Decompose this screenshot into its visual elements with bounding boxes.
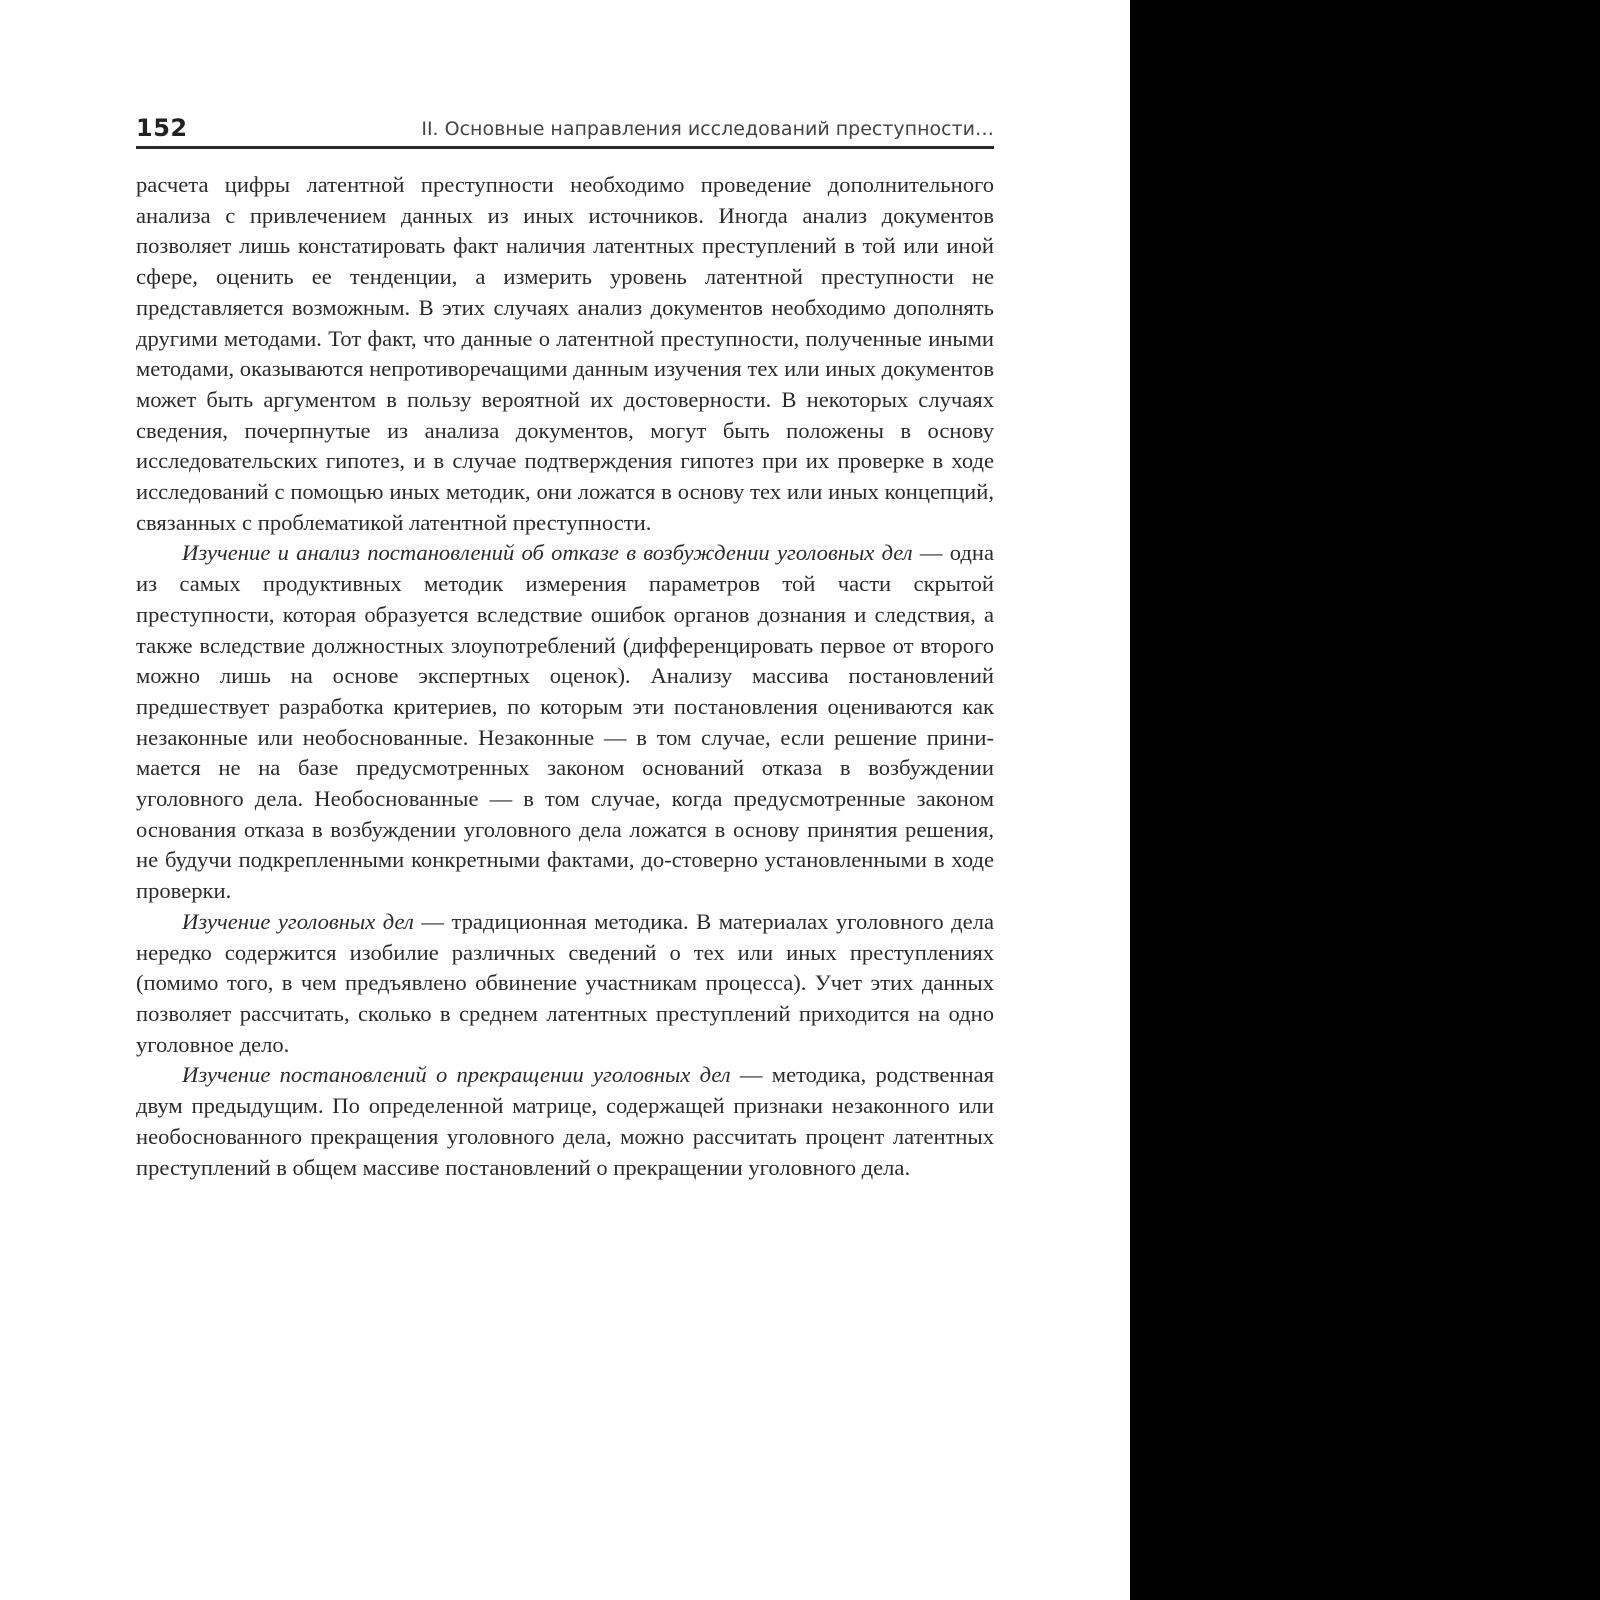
paragraph-text: — одна из самых продуктивных методик измерения параметров той части скрытой преступности, которая образуется вследствие ошибок органов дознания и следствия, а также вследствие должностных злоупотреблений (дифференцировать первое от второго можно лишь на основе экспертных оценок). Анализу массива постановлений предшествует разработка критериев, по которым эти постановления оцениваются как незаконные или необоснованные. Незаконные — в том случае, если решение принимается не на базе предусмотренных законом оснований отказа в возбуждении уголовного дела. Необоснованные — в том случае, когда предусмотренные законом основания отказа в возбуждении уголовного дела ложатся в основу принятия решения, не будучи подкрепленными конкретными фактами, до-стоверно установленными в ходе проверки. [136, 540, 994, 904]
page-number: 152 [136, 114, 188, 142]
paragraph-4 [136, 1060, 994, 1183]
paragraph-3 [136, 907, 994, 1061]
paragraph-text: — традиционная методика. В материалах уголовного дела нередко содержится изобилие различных сведений о тех или иных преступлениях (помимо того, в чем предъявлено обвинение участникам процесса). Учет этих данных позволяет рассчитать, сколько в среднем латентных преступлений приходится на одно уголовное дело. [136, 908, 994, 1057]
paragraph-lead-term: Изучение уголовных дел [182, 908, 414, 934]
paragraph-text: расчета цифры латентной преступности необходимо проведение дополнительного анализа с привлечением данных из иных источников. Иногда анализ документов позволяет лишь констатировать факт наличия латентных преступлений в той или иной сфере, оценить ее тенденции, а измерить уровень латентной преступности не представляется возможным. В этих случаях анализ документов необходимо дополнять другими методами. Тот факт, что данные о латентной преступности, полученные иными методами, оказываются непротиворечащими данным изучения тех или иных документов может быть аргументом в пользу вероятной их достоверности. В некоторых случаях сведения, почерпнутые из анализа документов, могут быть положены в основу исследовательских гипотез, и в случае подтверждения гипотез при их проверке в ходе исследований с помощью иных методик, они ложатся в основу тех или иных концепций, связанных с проблематикой латентной преступности. [136, 172, 994, 535]
paragraph-2 [136, 538, 994, 906]
body-text [136, 170, 994, 1183]
paragraph-1 [136, 170, 994, 538]
scan-black-margin [1130, 0, 1600, 1600]
paragraph-text: — методика, родственная двум предыдущим. По определенной матрице, содержащей признаки незаконного или необоснованного прекращения уголовного дела, можно рассчитать процент латентных преступлений в общем массиве постановлений о прекращении уголовного дела. [136, 1062, 994, 1180]
paragraph-lead-term: Изучение и анализ постановлений об отказе в возбуждении уголовных дел [182, 540, 913, 566]
running-title: II. Основные направления исследований преступности… [421, 118, 994, 140]
running-header [136, 112, 994, 149]
paragraph-lead-term: Изучение постановлений о прекращении уголовных дел [182, 1062, 731, 1088]
